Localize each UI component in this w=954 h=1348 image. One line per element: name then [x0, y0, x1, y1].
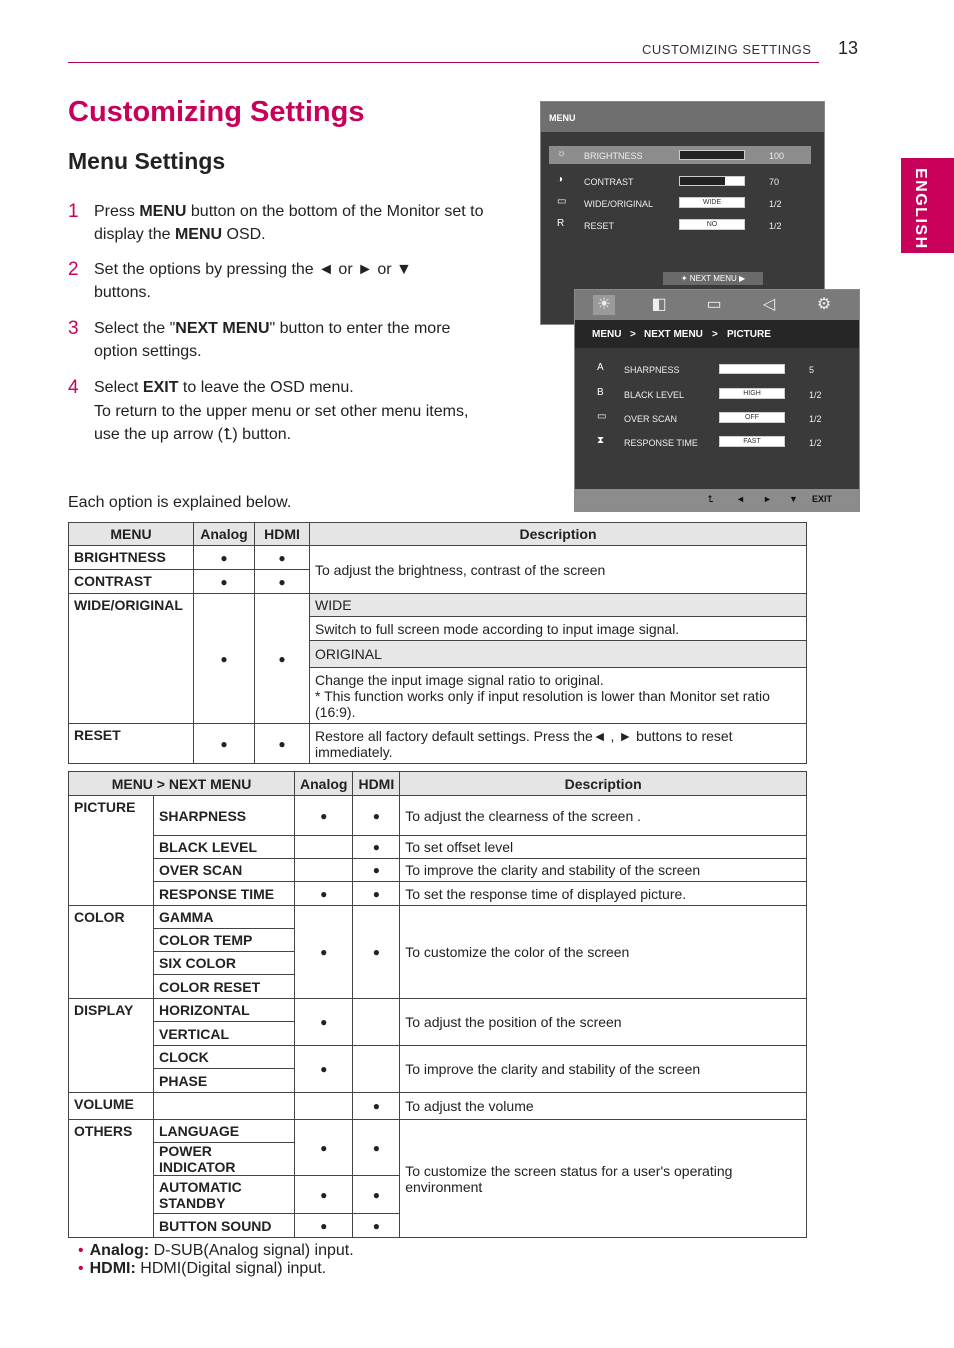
step-text [94, 258, 434, 304]
next-menu-table [68, 771, 807, 1238]
menu-item: RESPONSE TIME [154, 882, 295, 906]
supported-dot: ● [295, 882, 353, 906]
header-rule [68, 62, 819, 63]
running-header: CUSTOMIZING SETTINGS [642, 42, 812, 57]
menu-item: OVER SCAN [154, 859, 295, 882]
supported-dot: ● [353, 1093, 400, 1120]
description: To adjust the volume [400, 1093, 807, 1120]
col-header: Description [310, 523, 807, 546]
intro-text: Each option is explained below. [68, 494, 292, 511]
description-line: Change the input image signal ratio to original. [315, 671, 604, 688]
description: To adjust the brightness, contrast of the screen [310, 546, 807, 594]
step-text-run: button on the bottom of the Monitor set to display the [94, 203, 484, 243]
supported-dot: ● [255, 594, 310, 724]
step-number: 3 [68, 318, 79, 339]
footnote-text: HDMI(Digital signal) input. [135, 1260, 327, 1277]
page-title: Customizing Settings [68, 96, 365, 128]
description: To adjust the clearness of the screen . [400, 796, 807, 836]
osd-item-value: 70 [769, 177, 780, 187]
footnote-term: Analog: [89, 1242, 150, 1259]
osd-tab-icon[interactable]: ◁ [762, 296, 776, 313]
osd-item-value: 1/2 [809, 438, 822, 448]
supported-dot: ● [295, 796, 353, 836]
osd-tab-bar [575, 290, 859, 320]
osd-breadcrumb [575, 320, 859, 348]
supported-dot: ● [353, 906, 400, 999]
osd-item-label: BLACK LEVEL [624, 390, 685, 400]
supported-dot: ● [194, 570, 255, 594]
language-tab [901, 158, 954, 253]
osd-menu-item[interactable] [589, 360, 851, 378]
menu-item: CLOCK [154, 1046, 295, 1069]
osd-item-label: CONTRAST [584, 177, 634, 187]
osd-item-label: BRIGHTNESS [584, 151, 643, 161]
osd-item-icon: A [597, 362, 604, 373]
step-bold-text: MENU [139, 203, 187, 220]
osd-item-label: OVER SCAN [624, 414, 678, 424]
bullet-icon: • [78, 1242, 84, 1259]
osd-footer-button[interactable]: ◄ [736, 494, 745, 504]
menu-table [68, 522, 807, 764]
osd-breadcrumb-item: PICTURE [727, 329, 771, 340]
supported-dot: ● [295, 1214, 353, 1238]
osd-breadcrumb-item: MENU [592, 329, 622, 340]
osd-tab-icon[interactable]: ◧ [651, 296, 667, 313]
osd-menu-item[interactable] [589, 433, 851, 451]
col-header: HDMI [353, 772, 400, 796]
step-text-run: Select the " [94, 320, 176, 337]
description: To set the response time of displayed picture. [400, 882, 807, 906]
osd-menu-item[interactable] [549, 172, 811, 190]
osd-item-icon: ▭ [557, 196, 567, 207]
description: To improve the clarity and stability of the screen [400, 1046, 807, 1093]
page-number: 13 [838, 38, 859, 58]
osd-next-menu-button[interactable]: ✦ NEXT MENU ▶ [663, 272, 763, 285]
osd-item-icon: R [557, 218, 565, 229]
supported-dot: ● [255, 724, 310, 764]
col-header: HDMI [255, 523, 310, 546]
description: Restore all factory default settings. Press the◄ , ► buttons to reset immediately. [310, 724, 807, 764]
osd-item-icon: ⧗ [597, 435, 605, 446]
description-note: * This function works only if input resolution is lower than Monitor set ratio (16:9). [315, 687, 770, 720]
description [310, 668, 807, 724]
supported-dot: ● [194, 594, 255, 724]
description: To customize the screen status for a user's operating environment [400, 1120, 807, 1238]
menu-item: HORIZONTAL [154, 999, 295, 1022]
supported-dot: ● [295, 906, 353, 999]
supported-dot: ● [194, 546, 255, 570]
osd-item-value: 1/2 [769, 199, 782, 209]
osd-footer-button[interactable]: ► [763, 494, 772, 504]
step-text-run: OSD. [222, 226, 266, 243]
osd-item-icon: ◑ [557, 174, 564, 185]
menu-item: WIDE/ORIGINAL [69, 594, 194, 724]
step-number: 1 [68, 201, 79, 222]
osd-item-label: RESET [584, 221, 615, 231]
menu-item: BRIGHTNESS [69, 546, 194, 570]
description: To improve the clarity and stability of the screen [400, 859, 807, 882]
menu-item: COLOR RESET [154, 975, 295, 999]
step-extra-text: To return to the upper menu or set other menu items, use the up arrow (⮤) button. [94, 403, 469, 443]
osd-title: MENU [549, 113, 576, 123]
osd-item-value: 5 [809, 365, 815, 375]
osd-footer-button[interactable]: ⮤ [708, 494, 714, 504]
footnote-term: HDMI: [89, 1260, 136, 1277]
osd-menu-item[interactable] [589, 409, 851, 427]
osd-menu-item[interactable] [589, 385, 851, 403]
menu-item: BLACK LEVEL [154, 836, 295, 859]
osd-item-value: 1/2 [769, 221, 782, 231]
menu-item: AUTOMATIC STANDBY [154, 1176, 295, 1214]
language-tab-label: ENGLISH [912, 168, 929, 250]
menu-item: PHASE [154, 1069, 295, 1093]
osd-tab-icon[interactable]: ⚙ [816, 296, 832, 313]
supported-dot: ● [194, 724, 255, 764]
osd-item-label: WIDE/ORIGINAL [584, 199, 654, 209]
osd-option-box: HIGH [719, 388, 785, 399]
footnote [78, 1260, 354, 1278]
menu-item: SIX COLOR [154, 952, 295, 975]
osd-footer-button[interactable]: ▼ [789, 494, 798, 504]
step-bold-text: MENU [174, 226, 223, 243]
osd-level-fill [680, 177, 725, 185]
menu-item: LANGUAGE [154, 1120, 295, 1143]
osd-level-fill [680, 151, 744, 159]
menu-group: PICTURE [69, 796, 154, 906]
menu-group: VOLUME [69, 1093, 154, 1120]
osd-breadcrumb-item: NEXT MENU [644, 329, 703, 340]
footnote [78, 1242, 354, 1260]
osd-option-box: FAST [719, 436, 785, 447]
col-header: Analog [194, 523, 255, 546]
supported-dot: ● [295, 1176, 353, 1214]
supported-dot: ● [353, 836, 400, 859]
osd-item-value: 1/2 [809, 414, 822, 424]
footnotes [78, 1242, 354, 1278]
col-header: MENU [69, 523, 194, 546]
supported-dot: ● [295, 999, 353, 1046]
osd-title-bar [541, 102, 824, 132]
menu-item: COLOR TEMP [154, 929, 295, 952]
description: To adjust the position of the screen [400, 999, 807, 1046]
step-text-run: Select [94, 379, 143, 396]
osd-item-label: SHARPNESS [624, 365, 680, 375]
description: To set offset level [400, 836, 807, 859]
osd-item-value: 100 [769, 151, 785, 161]
col-header: Description [400, 772, 807, 796]
description: Switch to full screen mode according to input image signal. [310, 617, 807, 641]
osd-menu-item[interactable] [549, 146, 811, 164]
step-text-run: to leave the OSD menu. [178, 379, 354, 396]
osd-footer [575, 489, 859, 511]
menu-group: DISPLAY [69, 999, 154, 1093]
step-bold-text: EXIT [142, 379, 179, 396]
step-number: 2 [68, 259, 79, 280]
step-text [94, 317, 474, 363]
bullet-icon: • [78, 1260, 84, 1277]
supported-dot: ● [353, 1176, 400, 1214]
step-text-run: Set the options by pressing the ◄ or ► or ▼ buttons. [94, 261, 412, 301]
supported-dot: ● [353, 796, 400, 836]
option-label: ORIGINAL [310, 641, 807, 668]
supported-dot: ● [353, 859, 400, 882]
menu-item: RESET [69, 724, 194, 764]
osd-level-meter [719, 364, 785, 374]
supported-dot: ● [255, 546, 310, 570]
osd-item-icon: ▭ [597, 411, 607, 422]
description: To customize the color of the screen [400, 906, 807, 999]
osd-breadcrumb-item: > [630, 329, 636, 340]
step-bold-text: NEXT MENU [175, 320, 270, 337]
menu-group: COLOR [69, 906, 154, 999]
step-text [94, 200, 494, 246]
osd-option-box: WIDE [679, 197, 745, 208]
osd-item-value: 1/2 [809, 390, 822, 400]
osd-option-box: NO [679, 219, 745, 230]
supported-dot: ● [295, 1120, 353, 1176]
section-title: Menu Settings [68, 148, 226, 174]
menu-item: BUTTON SOUND [154, 1214, 295, 1238]
osd-breadcrumb-item: > [712, 329, 718, 340]
supported-dot: ● [255, 570, 310, 594]
step-text-run: " button to enter the more option settings. [94, 320, 451, 360]
osd-item-label: RESPONSE TIME [624, 438, 698, 448]
osd-menu-item[interactable] [549, 216, 811, 234]
osd-item-icon: ☼ [557, 148, 567, 159]
osd-menu-item[interactable] [549, 194, 811, 212]
osd-tab-icon[interactable]: ☀ [593, 295, 615, 315]
col-header: Analog [295, 772, 353, 796]
supported-dot: ● [353, 1120, 400, 1176]
option-label: WIDE [310, 594, 807, 617]
step-text-run: Press [94, 203, 140, 220]
footnote-text: D-SUB(Analog signal) input. [149, 1242, 354, 1259]
menu-item: GAMMA [154, 906, 295, 929]
col-header: MENU > NEXT MENU [69, 772, 295, 796]
menu-item: POWER INDICATOR [154, 1143, 295, 1176]
supported-dot: ● [295, 1046, 353, 1093]
osd-item-icon: B [597, 387, 604, 398]
osd-next-menu [574, 289, 860, 512]
menu-item: SHARPNESS [154, 796, 295, 836]
menu-item: VERTICAL [154, 1022, 295, 1046]
osd-tab-icon[interactable]: ▭ [706, 296, 722, 313]
osd-footer-button[interactable]: EXIT [812, 494, 833, 504]
step-number: 4 [68, 377, 79, 398]
step-text [94, 376, 494, 399]
menu-item: CONTRAST [69, 570, 194, 594]
osd-level-meter [679, 150, 745, 160]
osd-level-meter [679, 176, 745, 186]
osd-option-box: OFF [719, 412, 785, 423]
menu-group: OTHERS [69, 1120, 154, 1238]
supported-dot: ● [353, 1214, 400, 1238]
supported-dot: ● [353, 882, 400, 906]
